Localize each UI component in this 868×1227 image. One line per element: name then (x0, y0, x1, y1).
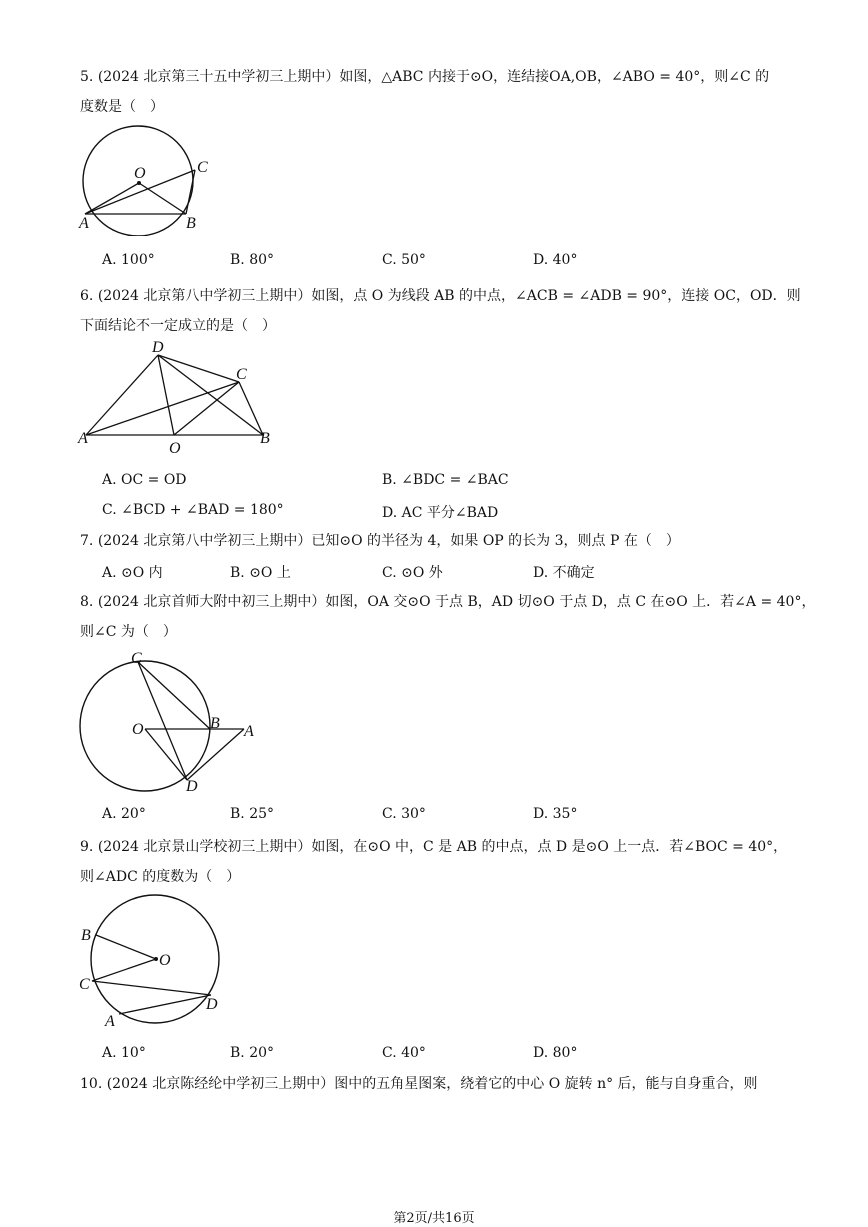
question-9 (80, 832, 800, 892)
question-8-line1: 8. (2024 北京首师大附中初三上期中）如图，OA 交⊙O 于点 B，AD 切⊙O 于点 D，点 C 在⊙O 上．若∠A = 40°， (80, 594, 816, 610)
question-9-line1: 9. (2024 北京景山学校初三上期中）如图，在⊙O 中，C 是 AB 的中点，点 D 是⊙O 上一点．若∠BOC = 40°， (80, 839, 788, 855)
options-q7 (102, 562, 802, 588)
option-d[interactable]: D. 80° (533, 1045, 578, 1061)
option-a[interactable]: A. 10° (102, 1045, 146, 1061)
question-number: 9. (80, 839, 94, 855)
option-d[interactable]: D. 不确定 (533, 565, 595, 581)
options-q6-row2 (102, 502, 802, 528)
options-q6-row1 (102, 472, 802, 498)
figure-q5 (76, 124, 226, 236)
option-a[interactable]: A. ⊙O 内 (102, 565, 163, 581)
question-number: 10. (80, 1076, 103, 1092)
question-5-line2: 度数是（ ） (80, 99, 164, 115)
label-D: D (186, 778, 198, 794)
option-b[interactable]: B. 25° (230, 806, 275, 822)
figure-q9 (76, 892, 236, 1034)
option-a[interactable]: A. OC = OD (102, 472, 187, 488)
label-B: B (81, 927, 91, 944)
label-C: C (197, 159, 208, 176)
label-O: O (159, 952, 171, 969)
question-6-line2: 下面结论不一定成立的是（ ） (80, 318, 276, 334)
label-A: A (244, 723, 254, 740)
question-7 (80, 526, 800, 556)
label-B: B (186, 215, 196, 232)
option-d[interactable]: D. 40° (533, 252, 578, 268)
label-O: O (169, 440, 181, 457)
label-D: D (206, 996, 218, 1013)
option-c[interactable]: C. 40° (382, 1045, 426, 1061)
question-10-line1: 10. (2024 北京陈经纶中学初三上期中）图中的五角星图案，绕着它的中心 O 旋转 n° 后，能与自身重合，则 (80, 1076, 758, 1092)
option-c[interactable]: C. ∠BCD + ∠BAD = 180° (102, 502, 284, 518)
label-B: B (210, 715, 220, 732)
question-10 (80, 1069, 800, 1099)
option-b[interactable]: B. ⊙O 上 (230, 565, 291, 581)
label-C: C (131, 650, 142, 667)
options-q9 (102, 1045, 802, 1071)
option-c[interactable]: C. 50° (382, 252, 426, 268)
option-b[interactable]: B. 80° (230, 252, 275, 268)
label-B: B (260, 430, 270, 447)
label-A: A (105, 1013, 115, 1030)
option-a[interactable]: A. 20° (102, 806, 146, 822)
option-d[interactable]: D. 35° (533, 806, 578, 822)
question-number: 8. (80, 594, 94, 610)
question-6-line1: 6. (2024 北京第八中学初三上期中）如图，点 O 为线段 AB 的中点，∠ACB = ∠ADB = 90°，连接 OC，OD．则 (80, 288, 801, 304)
question-9-line2: 则∠ADC 的度数为（ ） (80, 869, 241, 885)
question-8 (80, 587, 816, 647)
options-q8 (102, 806, 802, 832)
question-number: 7. (80, 533, 94, 549)
option-b[interactable]: B. 20° (230, 1045, 275, 1061)
page-footer: 第2页/共16页 (393, 1211, 475, 1226)
label-O: O (134, 165, 146, 182)
option-d[interactable]: D. AC 平分∠BAD (382, 505, 499, 521)
question-number: 5. (80, 69, 94, 85)
label-D: D (152, 340, 164, 356)
label-A: A (79, 215, 89, 232)
question-5-line1: 5. (2024 北京第三十五中学初三上期中）如图，△ABC 内接于⊙O，连结接OA,OB，∠ABO = 40°，则∠C 的 (80, 69, 770, 85)
option-c[interactable]: C. ⊙O 外 (382, 565, 443, 581)
label-A: A (78, 430, 88, 447)
figure-q6 (76, 340, 286, 458)
option-c[interactable]: C. 30° (382, 806, 426, 822)
label-C: C (79, 976, 90, 993)
question-5 (80, 62, 800, 122)
option-b[interactable]: B. ∠BDC = ∠BAC (382, 472, 509, 488)
question-number: 6. (80, 288, 94, 304)
options-q5 (102, 252, 802, 278)
label-C: C (236, 366, 247, 383)
label-O: O (132, 721, 144, 738)
question-7-line1: 7. (2024 北京第八中学初三上期中）已知⊙O 的半径为 4，如果 OP 的长为 3，则点 P 在（ ） (80, 533, 680, 549)
question-8-line2: 则∠C 为（ ） (80, 624, 177, 640)
figure-q8 (76, 646, 266, 794)
question-6 (80, 281, 800, 341)
option-a[interactable]: A. 100° (102, 252, 155, 268)
